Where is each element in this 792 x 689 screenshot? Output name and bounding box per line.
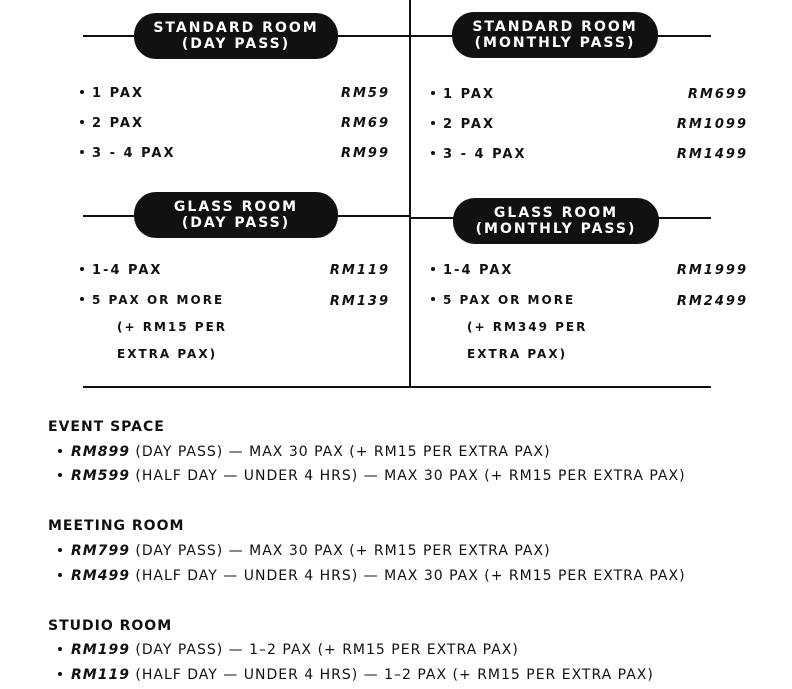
item-label: 3 - 4 PAX: [443, 147, 527, 162]
badge-line-1: STANDARD ROOM: [153, 20, 319, 36]
bullet-icon: [58, 647, 62, 651]
surcharge-note: EXTRA PAX): [467, 347, 568, 361]
badge-line-1: GLASS ROOM: [493, 205, 619, 221]
bottom-rule: [83, 386, 711, 388]
item-label: 1 PAX: [443, 87, 495, 102]
item-price: RM139: [329, 294, 390, 309]
section-line: [58, 642, 519, 658]
line-detail: (DAY PASS) — MAX 30 PAX (+ RM15 PER EXTRA PAX): [129, 444, 551, 460]
item-label: 5 PAX OR MORE: [443, 293, 576, 307]
standard-monthly-pass-badge: [452, 12, 658, 58]
section-title: EVENT SPACE: [48, 419, 165, 435]
item-label: 2 PAX: [443, 117, 495, 132]
line-detail: (HALF DAY — UNDER 4 HRS) — MAX 30 PAX (+ RM15 PER EXTRA PAX): [129, 568, 686, 584]
bullet-icon: [431, 121, 435, 125]
bullet-icon: [58, 548, 62, 552]
badge-line-1: GLASS ROOM: [173, 199, 299, 215]
bullet-icon: [58, 573, 62, 577]
item-price: RM119: [329, 263, 390, 278]
bullet-icon: [431, 151, 435, 155]
item-price: RM99: [340, 146, 390, 161]
list-item: [80, 293, 224, 307]
section-line: [58, 468, 686, 484]
item-label: 3 - 4 PAX: [92, 146, 176, 161]
item-label: 1-4 PAX: [443, 263, 514, 278]
list-item: [80, 116, 144, 131]
section-line: [58, 444, 551, 460]
glass-day-pass-badge: [134, 192, 338, 238]
surcharge-note: (+ RM15 PER: [117, 320, 228, 334]
line-price: RM499: [71, 568, 130, 584]
bullet-icon: [80, 267, 84, 271]
item-label: 1 PAX: [92, 86, 144, 101]
list-item: [431, 147, 526, 162]
bullet-icon: [58, 473, 62, 477]
item-label: 2 PAX: [92, 116, 144, 131]
list-item: [431, 293, 575, 307]
standard-day-pass-badge: [134, 13, 338, 59]
list-item: [80, 86, 144, 101]
bullet-icon: [58, 672, 62, 676]
line-price: RM199: [71, 642, 130, 658]
section-line: [58, 568, 686, 584]
section-line: [58, 667, 654, 683]
badge-line-2: (DAY PASS): [181, 36, 291, 52]
item-price: RM1499: [676, 147, 748, 162]
bullet-icon: [80, 150, 84, 154]
badge-line-2: (MONTHLY PASS): [474, 35, 636, 51]
bullet-icon: [431, 91, 435, 95]
item-price: RM699: [687, 87, 748, 102]
item-price: RM69: [340, 116, 390, 131]
bullet-icon: [431, 297, 435, 301]
list-item: [431, 87, 495, 102]
surcharge-note: EXTRA PAX): [117, 347, 218, 361]
list-item: [431, 263, 513, 278]
list-item: [431, 117, 495, 132]
badge-line-1: STANDARD ROOM: [472, 19, 638, 35]
line-price: RM799: [71, 543, 130, 559]
list-item: [80, 263, 162, 278]
item-price: RM1099: [676, 117, 748, 132]
glass-monthly-pass-badge: [453, 198, 659, 244]
badge-line-2: (MONTHLY PASS): [475, 221, 637, 237]
bullet-icon: [58, 449, 62, 453]
bullet-icon: [80, 90, 84, 94]
list-item: [80, 146, 175, 161]
section-title: STUDIO ROOM: [48, 618, 173, 634]
section-title: MEETING ROOM: [48, 518, 185, 534]
surcharge-note: (+ RM349 PER: [467, 320, 588, 334]
line-detail: (HALF DAY — UNDER 4 HRS) — MAX 30 PAX (+ RM15 PER EXTRA PAX): [129, 468, 686, 484]
section-line: [58, 543, 551, 559]
badge-line-2: (DAY PASS): [181, 215, 291, 231]
line-price: RM599: [71, 468, 130, 484]
bullet-icon: [80, 297, 84, 301]
item-price: RM59: [340, 86, 390, 101]
line-detail: (HALF DAY — UNDER 4 HRS) — 1–2 PAX (+ RM15 PER EXTRA PAX): [129, 667, 654, 683]
item-price: RM2499: [676, 294, 748, 309]
bullet-icon: [431, 267, 435, 271]
item-label: 1-4 PAX: [92, 263, 163, 278]
bullet-icon: [80, 120, 84, 124]
center-divider: [409, 0, 411, 388]
item-label: 5 PAX OR MORE: [92, 293, 225, 307]
line-price: RM899: [71, 444, 130, 460]
item-price: RM1999: [676, 263, 748, 278]
line-price: RM119: [71, 667, 130, 683]
line-detail: (DAY PASS) — MAX 30 PAX (+ RM15 PER EXTRA PAX): [129, 543, 551, 559]
line-detail: (DAY PASS) — 1–2 PAX (+ RM15 PER EXTRA PAX): [129, 642, 519, 658]
